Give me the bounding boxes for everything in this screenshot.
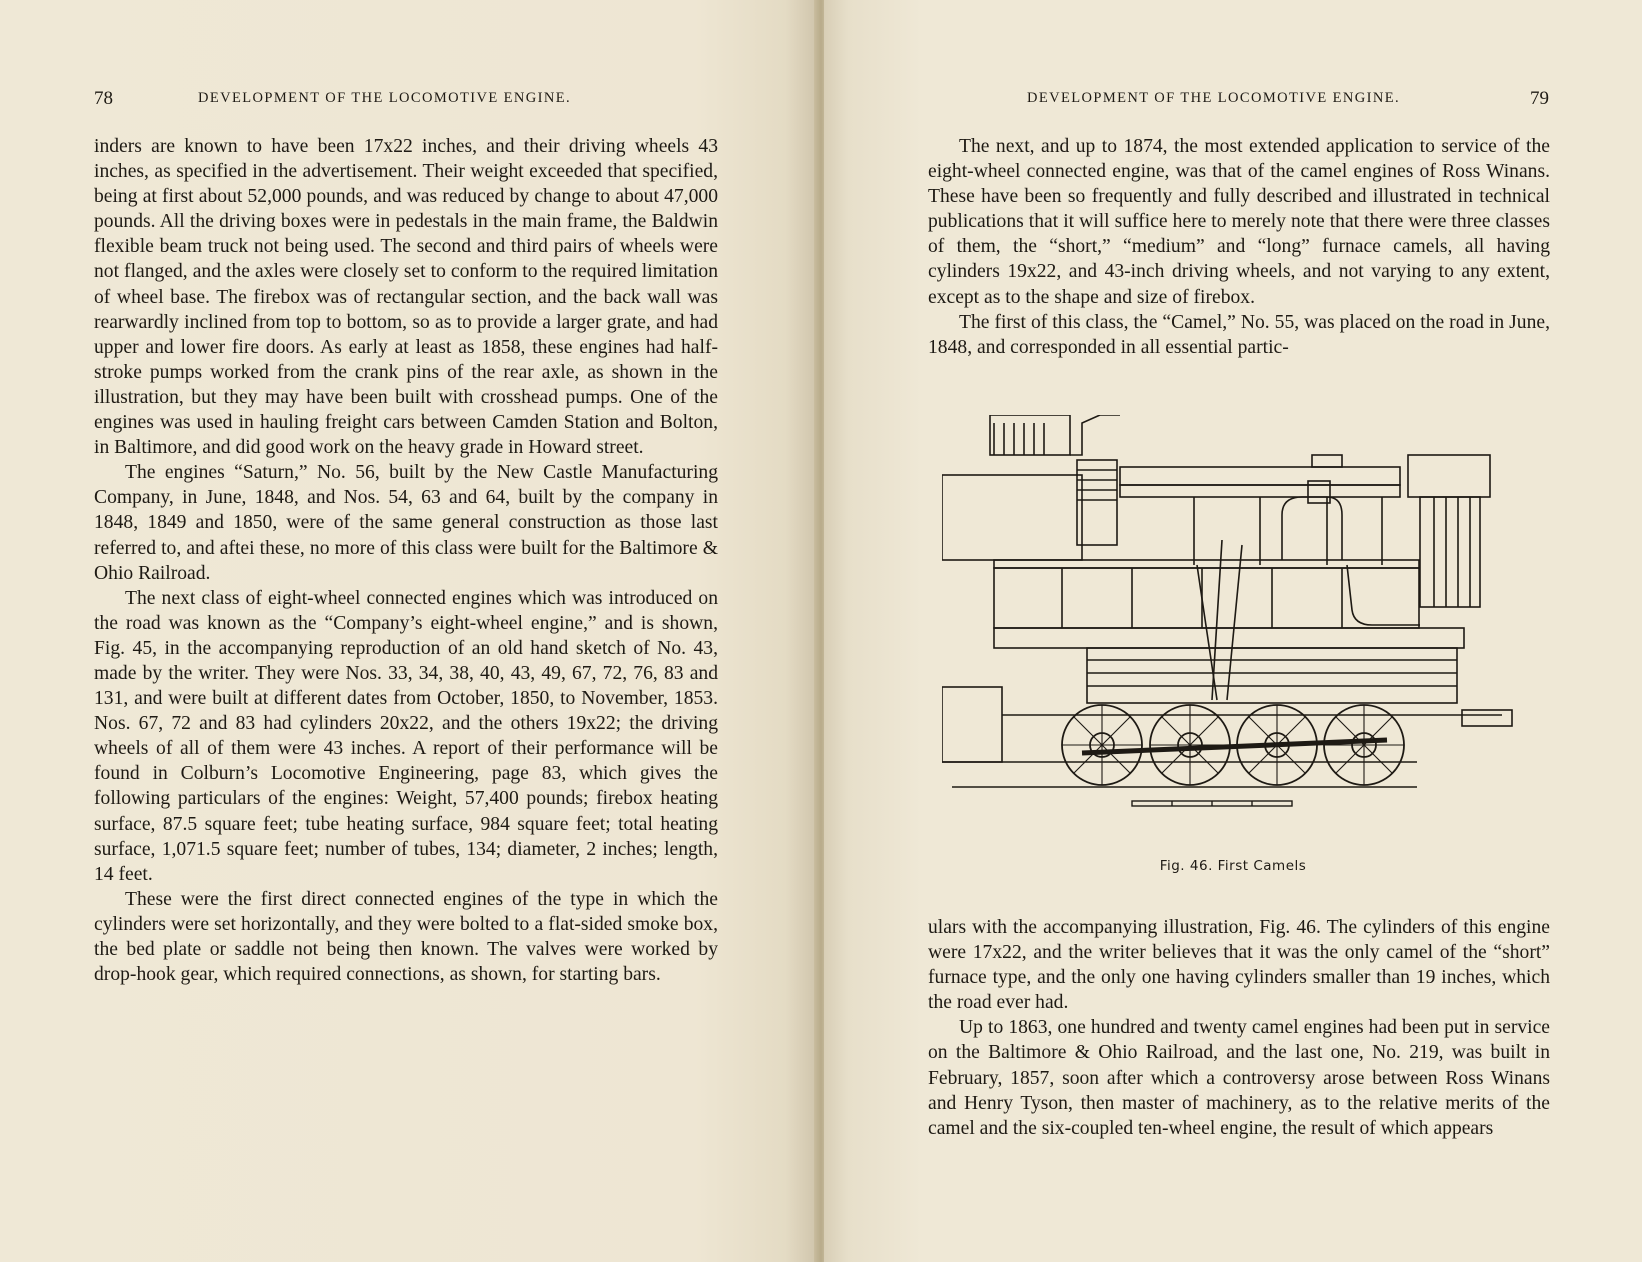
body-text-bottom bbox=[928, 915, 1550, 1141]
page-number: 79 bbox=[1530, 88, 1549, 109]
running-head: DEVELOPMENT OF THE LOCOMOTIVE ENGINE. bbox=[198, 90, 572, 106]
paragraph: These were the first direct connected engines of the type in which the cylinders were set horizontally, and they were bolted to a flat-sided smoke box, the bed plate or saddle not being then known. The valves were worked by drop-hook gear, which required connections, as shown, for starting bars. bbox=[94, 888, 718, 986]
page-number: 78 bbox=[94, 88, 113, 109]
figure-caption: Fig. 46. First Camels bbox=[1159, 858, 1307, 874]
paragraph: The next, and up to 1874, the most extended application to service of the eight-wheel connected engine, was that of the camel engines of Ross Winans. These have been so frequently and fully described and illustrated in technical publications that it will suffice here to merely note that there were three classes of them, the “short,” “medium” and “long” furnace camels, all having cylinders 19x22, and 43-inch driving wheels, and not varying to any extent, except as to the shape and size of firebox. bbox=[928, 136, 1550, 308]
paragraph: ulars with the accompanying illustration, Fig. 46. The cylinders of this engine were 17x22, and the writer believes that it was the only camel of the “short” furnace type, and the only one having cylinders smaller than 19 inches, which the road ever had. bbox=[928, 917, 1550, 1014]
camel-locomotive-illustration bbox=[942, 415, 1532, 835]
paragraph: Up to 1863, one hundred and twenty camel engines had been put in service on the Baltimore & Ohio Railroad, and the last one, No. 219, was built in February, 1857, soon after which a controversy arose between Ross Winans and Henry Tyson, then master of machinery, as to the relative merits of the camel and the six-coupled ten-wheel engine, the result of which appears bbox=[928, 1017, 1550, 1139]
left-page bbox=[0, 0, 818, 1262]
paragraph: The first of this class, the “Camel,” No. 55, was placed on the road in June, 1848, and corresponded in all essential partic- bbox=[928, 311, 1550, 358]
right-page bbox=[824, 0, 1642, 1262]
running-head: DEVELOPMENT OF THE LOCOMOTIVE ENGINE. bbox=[1027, 90, 1401, 106]
body-text bbox=[94, 134, 718, 987]
paragraph: The next class of eight-wheel connected engines which was introduced on the road was known as the “Company’s eight-wheel engine,” and is shown, Fig. 45, in the accompanying reproduction of an old hand sketch of No. 43, made by the writer. They were Nos. 33, 34, 38, 40, 43, 49, 67, 72, 76, 83 and 131, and were built at different dates from October, 1850, to November, 1853. Nos. 67, 72 and 83 had cylinders 20x22, and the others 19x22; the driving wheels of all of them were 43 inches. A report of their performance will be found in Colburn’s Locomotive Engineering, page 83, which gives the following particulars of the engines: Weight, 57,400 pounds; firebox heating surface, 87.5 square feet; tube heating surface, 984 square feet; total heating surface, 1,071.5 square feet; number of tubes, 134; diameter, 2 inches; length, 14 feet. bbox=[94, 587, 718, 885]
paragraph: inders are known to have been 17x22 inches, and their driving wheels 43 inches, as specified in the advertisement. Their weight exceeded that specified, being at first about 52,000 pounds, and was reduced by change to about 47,000 pounds. All the driving boxes were in pedestals in the main frame, the Baldwin flexible beam truck not being used. The second and third pairs of wheels were not flanged, and the axles were closely set to conform to the required limitation of wheel base. The firebox was of rectangular section, and the back wall was rearwardly inclined from top to bottom, so as to provide a larger grate, and had upper and lower fire doors. As early at least as 1858, these engines had half-stroke pumps worked from the crank pins of the rear axle, as shown in the illustration, but they may have been built with crosshead pumps. One of the engines was used in hauling freight cars between Camden Station and Bolton, in Baltimore, and did good work on the heavy grade in Howard street. bbox=[94, 136, 718, 459]
paragraph: The engines “Saturn,” No. 56, built by the New Castle Manufacturing Company, in June, 1848, and Nos. 54, 63 and 64, built by the company in 1848, 1849 and 1850, were of the same general construction as those last referred to, and aftei these, no more of this class were built for the Baltimore & Ohio Railroad. bbox=[94, 462, 718, 584]
body-text-top bbox=[928, 134, 1550, 360]
